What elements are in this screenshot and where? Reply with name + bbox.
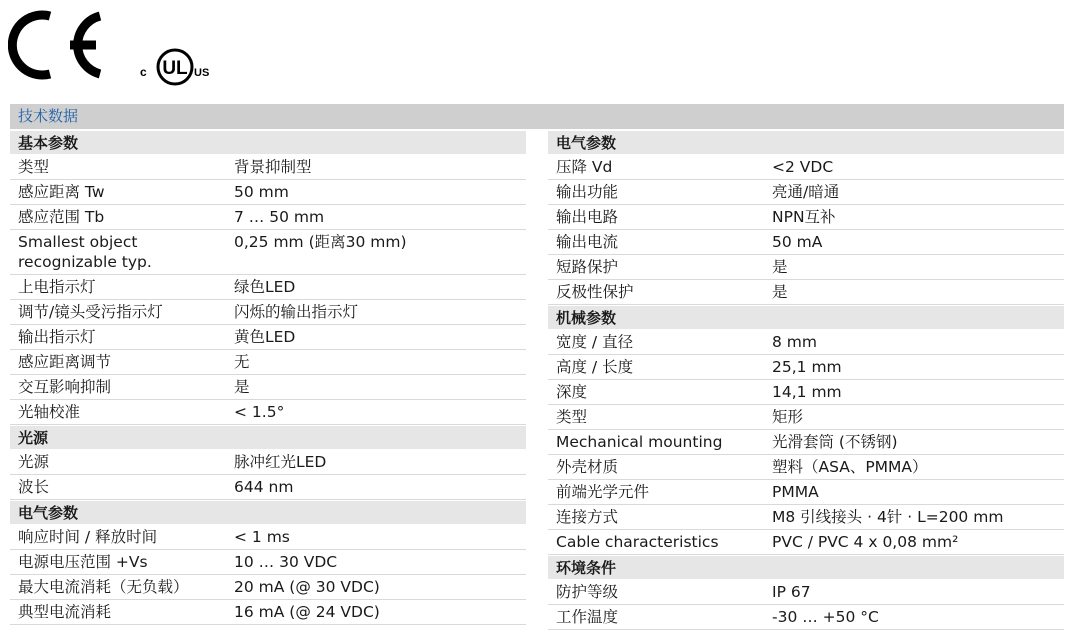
spec-label: Cable characteristics [556,533,719,551]
spec-row [548,255,1064,280]
spec-row [548,455,1064,480]
spec-label: 前端光学元件 [556,483,650,501]
spec-value: <2 VDC [772,158,834,176]
spec-row [10,400,526,425]
spec-value: 20 mA (@ 30 VDC) [234,578,380,596]
spec-value: 14,1 mm [772,383,842,401]
spec-row [10,525,526,550]
spec-row [10,575,526,600]
spec-label: 外壳材质 [556,458,619,476]
spec-value: 无 [234,353,250,371]
spec-row [548,205,1064,230]
spec-row [10,350,526,375]
spec-label: 调节/镜头受污指示灯 [18,303,163,321]
spec-value: 50 mm [234,183,289,201]
spec-row [548,330,1064,355]
spec-value: -30 … +50 °C [772,608,879,626]
spec-value: 是 [772,258,788,276]
spec-label: 感应距离 Tw [18,183,105,201]
spec-label: 响应时间 / 释放时间 [18,528,158,546]
cul-us-mark-icon [138,46,212,88]
spec-row [548,180,1064,205]
spec-row [548,380,1064,405]
spec-value: 脉冲红光LED [234,453,327,471]
spec-label: 连接方式 [556,508,619,526]
spec-label: Mechanical mounting [556,433,723,451]
spec-label: 交互影响抑制 [18,378,112,396]
spec-row [10,300,526,325]
spec-value: 644 nm [234,478,294,496]
spec-label: 输出电路 [556,208,619,226]
spec-value: < 1.5° [234,403,285,421]
spec-row [548,505,1064,530]
spec-label: 上电指示灯 [18,278,96,296]
spec-label: 反极性保护 [556,283,634,301]
spec-value: PVC / PVC 4 x 0,08 mm² [772,533,959,551]
spec-value: 矩形 [772,408,804,426]
spec-value: 闪烁的输出指示灯 [234,303,359,321]
left-spec-column [10,130,526,625]
spec-row [10,325,526,350]
spec-value: 0,25 mm (距离30 mm) [234,233,407,251]
spec-value: M8 引线接头 · 4针 · L=200 mm [772,508,1004,526]
spec-row [10,600,526,625]
spec-value: 7 … 50 mm [234,208,325,226]
spec-label: 短路保护 [556,258,619,276]
right-spec-column [548,130,1064,630]
spec-value: 16 mA (@ 24 VDC) [234,603,380,621]
spec-row [10,375,526,400]
svg-text:US: US [194,67,210,79]
spec-row [548,605,1064,630]
spec-label: 防护等级 [556,583,619,601]
certification-logos [8,10,228,80]
spec-row [548,530,1064,555]
spec-value: IP 67 [772,583,811,601]
section-header: 环境条件 [548,555,1064,579]
spec-value: 是 [234,378,250,396]
spec-row [10,205,526,230]
spec-row [548,480,1064,505]
spec-value: 黄色LED [234,328,296,346]
spec-label: 光源 [18,453,50,471]
spec-value: 塑料（ASA、PMMA） [772,458,928,476]
spec-row [10,230,526,275]
spec-label: 输出电流 [556,233,619,251]
svg-text:c: c [140,65,147,79]
section-header: 电气参数 [10,500,526,524]
spec-label: 典型电流消耗 [18,603,112,621]
spec-label: 输出功能 [556,183,619,201]
spec-label: 波长 [18,478,50,496]
spec-row [10,450,526,475]
spec-value: 8 mm [772,333,817,351]
spec-row [548,280,1064,305]
page-title: 技术数据 [10,104,1064,129]
spec-row [548,430,1064,455]
spec-label: 最大电流消耗（无负载） [18,578,189,596]
spec-value: 背景抑制型 [234,158,312,176]
spec-row [10,275,526,300]
spec-label: 压降 Vd [556,158,613,176]
spec-label: 感应距离调节 [18,353,112,371]
spec-row [10,550,526,575]
spec-label: 工作温度 [556,608,619,626]
spec-value: < 1 ms [234,528,290,546]
section-header: 机械参数 [548,305,1064,329]
spec-row [548,580,1064,605]
spec-row [10,475,526,500]
spec-label: 光轴校准 [18,403,81,421]
spec-label: 类型 [556,408,588,426]
spec-label: 感应范围 Tb [18,208,105,226]
spec-value: 25,1 mm [772,358,842,376]
ce-mark-icon [8,10,108,80]
spec-value: 亮通/暗通 [772,183,840,201]
spec-label: 宽度 / 直径 [556,333,634,351]
spec-row [548,355,1064,380]
spec-value: PMMA [772,483,819,501]
section-header: 电气参数 [548,130,1064,154]
svg-text:UL: UL [162,58,188,79]
spec-row [10,180,526,205]
spec-value: 绿色LED [234,278,296,296]
spec-label: 输出指示灯 [18,328,96,346]
spec-label: 电源电压范围 +Vs [18,553,148,571]
spec-row [548,405,1064,430]
spec-value: NPN互补 [772,208,836,226]
spec-label: Smallest object recognizable typ. [18,233,152,271]
spec-row [10,155,526,180]
spec-label: 类型 [18,158,50,176]
spec-row [548,230,1064,255]
section-header: 基本参数 [10,130,526,154]
spec-label: 高度 / 长度 [556,358,634,376]
spec-label: 深度 [556,383,588,401]
spec-value: 10 … 30 VDC [234,553,338,571]
spec-value: 光滑套筒 (不锈钢) [772,433,898,451]
spec-value: 是 [772,283,788,301]
spec-row [548,155,1064,180]
section-header: 光源 [10,425,526,449]
spec-value: 50 mA [772,233,823,251]
